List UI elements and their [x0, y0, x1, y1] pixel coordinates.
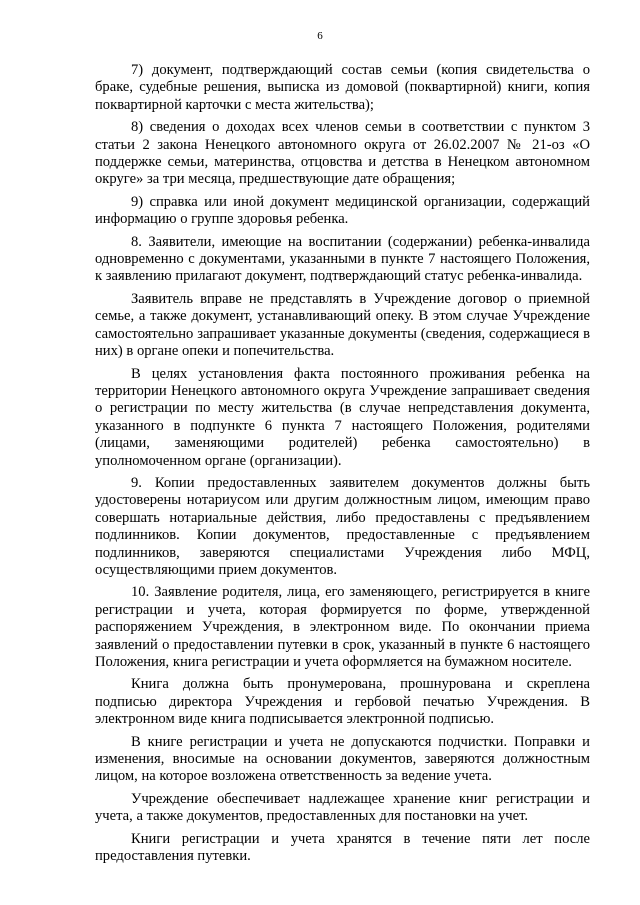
- paragraph-item-10-registration: 10. Заявление родителя, лица, его заменяющего, регистрируется в книге регистрации и учета, которая формируется по форме, утвержденной распоряжением Учреждения, в электронном виде. По окончании приема заявлений о предоставлении путевки в срок, указанный в пункте 6 настоящего Положения, книга регистрации и учета оформляется на бумажном носителе.: [95, 584, 590, 670]
- paragraph-9-health-certificate: 9) справка или иной документ медицинской организации, содержащий информацию о группе здоровья ребенка.: [95, 193, 590, 228]
- paragraph-foster-family: Заявитель вправе не представлять в Учреждение договор о приемной семье, а также документ, устанавливающий опеку. В этом случае Учреждение самостоятельно запрашивает указанные документы (сведения, содержащиеся в них) в органе опеки и попечительства.: [95, 290, 590, 360]
- paragraph-7-family-composition: 7) документ, подтверждающий состав семьи (копия свидетельства о браке, судебные решения, выписка из домовой (поквартирной) книги, копия поквартирной карточки с места жительства);: [95, 62, 590, 113]
- paragraph-no-erasures: В книге регистрации и учета не допускаются подчистки. Поправки и изменения, вносимые на основании документов, заверяются должностным лицом, на которое возложена ответственность за ведение учета.: [95, 733, 590, 785]
- paragraph-residence-verification: В целях установления факта постоянного проживания ребенка на территории Ненецкого автономного округа Учреждение запрашивает сведения о регистрации по месту жительства (в случае непредставления документа, указанного в подпункте 6 пункта 7 настоящего Положения, родителями (лицами, заменяющими родителей) ребенка самостоятельно) в уполномоченном органе (организации).: [95, 365, 590, 469]
- page-number: 6: [317, 30, 323, 42]
- paragraph-storage: Учреждение обеспечивает надлежащее хранение книг регистрации и учета, а также документов, предоставленных для постановки на учет.: [95, 790, 590, 825]
- document-body: [95, 62, 590, 870]
- paragraph-retention: Книги регистрации и учета хранятся в течение пяти лет после предоставления путевки.: [95, 830, 590, 865]
- paragraph-item-9-copies: 9. Копии предоставленных заявителем документов должны быть удостоверены нотариусом или другим должностным лицом, имеющим право совершать нотариальные действия, либо предоставлены с предъявлением подлинников. Копии документов, предоставленные с предъявлением подлинников, заверяются специалистами Учреждения либо МФЦ, осуществляющими прием документов.: [95, 474, 590, 578]
- paragraph-item-8-disabled-child: 8. Заявители, имеющие на воспитании (содержании) ребенка-инвалида одновременно с документами, указанными в пункте 7 настоящего Положения, к заявлению прилагают документ, подтверждающий статус ребенка-инвалида.: [95, 233, 590, 285]
- paragraph-book-binding: Книга должна быть пронумерована, прошнурована и скреплена подписью директора Учреждения и гербовой печатью Учреждения. В электронном виде книга подписывается электронной подписью.: [95, 676, 590, 728]
- paragraph-8-income-info: 8) сведения о доходах всех членов семьи в соответствии с пунктом 3 статьи 2 закона Ненецкого автономного округа от 26.02.2007 № 21-оз «О поддержке семьи, материнства, отцовства и детства в Ненецком автономном округе» за три месяца, предшествующие дате обращения;: [95, 119, 590, 188]
